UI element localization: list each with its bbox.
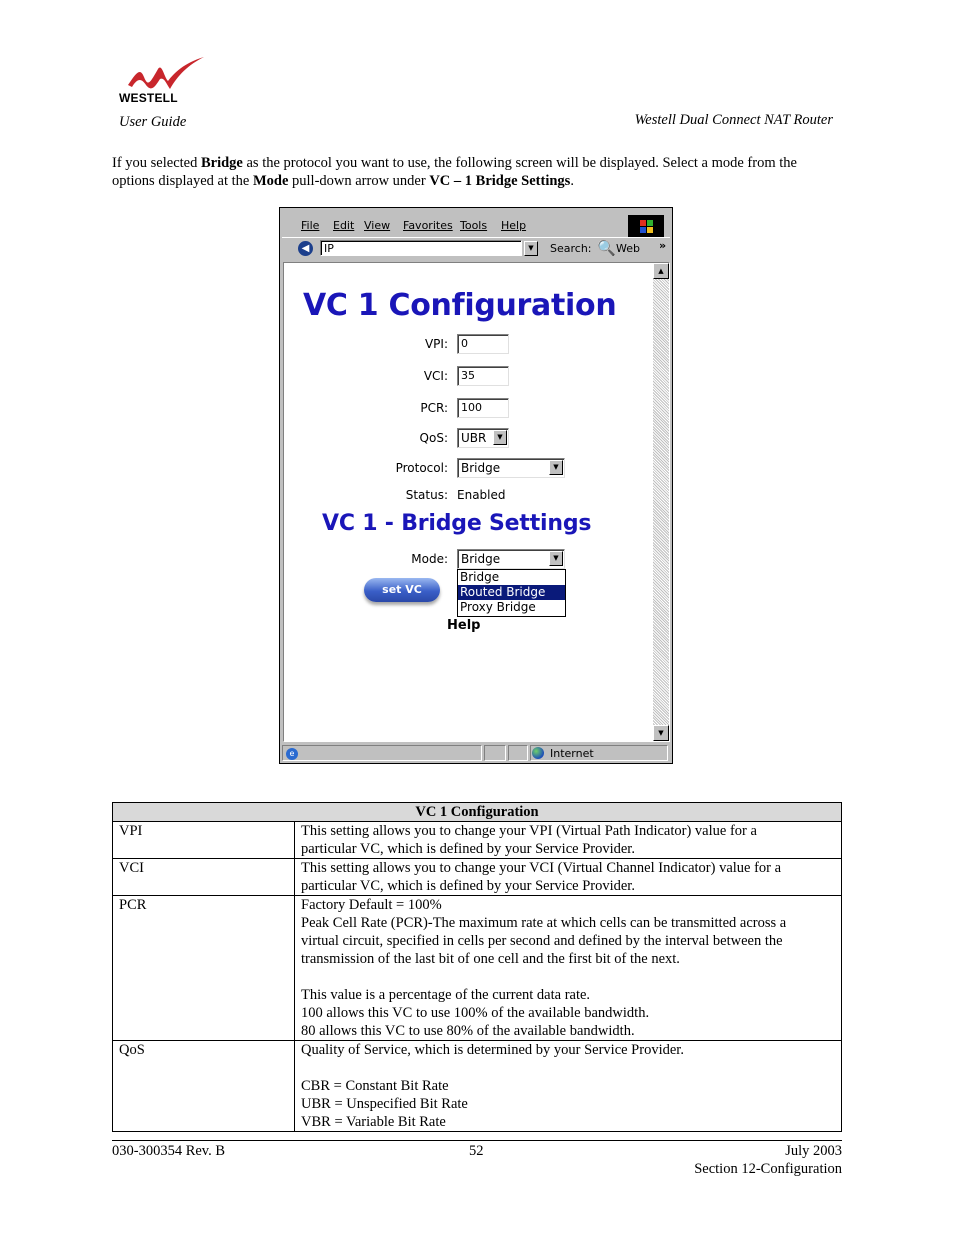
status-value: Enabled (457, 488, 506, 502)
search-web-link[interactable]: Web (616, 242, 640, 255)
description-line: 100 allows this VC to use 100% of the available bandwidth. (301, 1005, 650, 1021)
scroll-up-icon[interactable]: ▲ (653, 263, 669, 279)
mode-option-routed-bridge[interactable]: Routed Bridge (458, 585, 565, 600)
ie-page-icon: e (286, 748, 298, 760)
setting-description (295, 822, 842, 859)
logo-wordmark: WESTELL (119, 91, 178, 105)
page-title: VC 1 Configuration (303, 288, 617, 323)
scroll-down-icon[interactable]: ▼ (653, 725, 669, 741)
footer-divider (112, 1140, 842, 1141)
table-row (113, 896, 842, 1041)
set-vc-button[interactable]: set VC (364, 578, 440, 602)
description-line (301, 1059, 835, 1077)
footer-date: July 2003 (785, 1143, 842, 1159)
description-line: transmission of the last bit of one cell and the first bit of the next. (301, 951, 680, 967)
menu-help[interactable]: Help (501, 219, 527, 232)
windows-logo-icon (628, 215, 664, 237)
address-dropdown-icon[interactable]: ▼ (524, 241, 538, 256)
description-line: UBR = Unspecified Bit Rate (301, 1096, 468, 1112)
search-label: Search: (550, 242, 592, 255)
footer-page-number: 52 (469, 1143, 484, 1159)
description-line: particular VC, which is defined by your Service Provider. (301, 878, 635, 894)
protocol-select-value: Bridge (461, 461, 501, 475)
back-arrow-icon[interactable]: ◀ (298, 241, 313, 256)
bridge-settings-title: VC 1 - Bridge Settings (322, 511, 592, 536)
status-bar (282, 744, 670, 762)
header-doc-type: User Guide (119, 114, 187, 130)
setting-description (295, 859, 842, 896)
description-line: virtual circuit, specified in cells per second and defined by the interval between the (301, 933, 783, 949)
mode-select[interactable] (457, 549, 565, 569)
vci-label: VCI: (423, 369, 448, 383)
description-line: Peak Cell Rate (PCR)-The maximum rate at which cells can be transmitted across a (301, 915, 787, 931)
footer-doc-number: 030-300354 Rev. B (112, 1143, 226, 1159)
help-link[interactable]: Help (447, 618, 481, 633)
globe-icon (532, 747, 544, 759)
description-line: VBR = Variable Bit Rate (301, 1114, 446, 1130)
setting-name: VCI (113, 859, 295, 896)
table-row (113, 822, 842, 859)
description-line: 80 allows this VC to use 80% of the available bandwidth. (301, 1023, 635, 1039)
description-line: This setting allows you to change your VCI (Virtual Channel Indicator) value for a (301, 860, 782, 876)
vpi-label: VPI: (424, 337, 448, 351)
mode-dropdown-list (457, 569, 566, 617)
footer-section: Section 12-Configuration (694, 1161, 842, 1177)
setting-name: QoS (113, 1041, 295, 1132)
status-bar-panel (508, 745, 528, 761)
zone-label: Internet (550, 747, 594, 760)
pcr-input[interactable]: 100 (457, 398, 509, 418)
menu-file[interactable]: File (301, 219, 320, 232)
menu-view[interactable]: View (364, 219, 391, 232)
description-line (301, 968, 835, 986)
menu-edit[interactable]: Edit (333, 219, 355, 232)
vertical-scrollbar[interactable] (653, 263, 669, 741)
setting-name: PCR (113, 896, 295, 1041)
mode-option-proxy-bridge[interactable]: Proxy Bridge (460, 600, 536, 614)
chevron-down-icon[interactable]: ▼ (493, 430, 507, 445)
pcr-label: PCR: (420, 401, 448, 415)
table-row (113, 859, 842, 896)
qos-select-value: UBR (461, 431, 487, 445)
address-bar (282, 237, 670, 261)
vci-input[interactable]: 35 (457, 366, 509, 386)
page-viewport (283, 262, 670, 742)
mode-select-value: Bridge (461, 552, 501, 566)
address-input[interactable]: IP (320, 240, 522, 256)
intro-paragraph: If you selected Bridge as the protocol you want to use, the following screen will be displayed. Select a mode from the options displayed at the Mode pull-down arrow under VC – 1 Bridge Settings. (112, 155, 797, 189)
description-line: This value is a percentage of the current data rate. (301, 987, 591, 1003)
setting-description (295, 1041, 842, 1132)
chevron-down-icon[interactable]: ▼ (549, 551, 563, 566)
mode-label: Mode: (411, 552, 448, 566)
browser-window (279, 207, 673, 764)
description-line: Quality of Service, which is determined by your Service Provider. (301, 1042, 684, 1058)
vc-config-table (112, 802, 842, 1132)
setting-description (295, 896, 842, 1041)
table-title: VC 1 Configuration (113, 803, 842, 822)
mode-option-bridge[interactable]: Bridge (460, 570, 500, 584)
status-bar-message (282, 745, 482, 761)
status-label: Status: (405, 488, 448, 502)
description-line: This setting allows you to change your VPI (Virtual Path Indicator) value for a (301, 823, 757, 839)
status-bar-panel (484, 745, 506, 761)
menu-favorites[interactable]: Favorites (403, 219, 453, 232)
protocol-select[interactable] (457, 458, 565, 478)
qos-label: QoS: (419, 431, 448, 445)
table-row (113, 1041, 842, 1132)
menu-tools[interactable]: Tools (460, 219, 488, 232)
toolbar-overflow-icon[interactable]: » (659, 239, 667, 252)
description-line: Factory Default = 100% (301, 897, 442, 913)
search-icon[interactable]: 🔍 (597, 239, 616, 257)
qos-select[interactable] (457, 428, 509, 448)
chevron-down-icon[interactable]: ▼ (549, 460, 563, 475)
vpi-input[interactable]: 0 (457, 334, 509, 354)
description-line: particular VC, which is defined by your Service Provider. (301, 841, 635, 857)
setting-name: VPI (113, 822, 295, 859)
protocol-label: Protocol: (395, 461, 448, 475)
header-product-name: Westell Dual Connect NAT Router (634, 112, 833, 128)
menu-bar (282, 211, 670, 237)
description-line: CBR = Constant Bit Rate (301, 1078, 449, 1094)
